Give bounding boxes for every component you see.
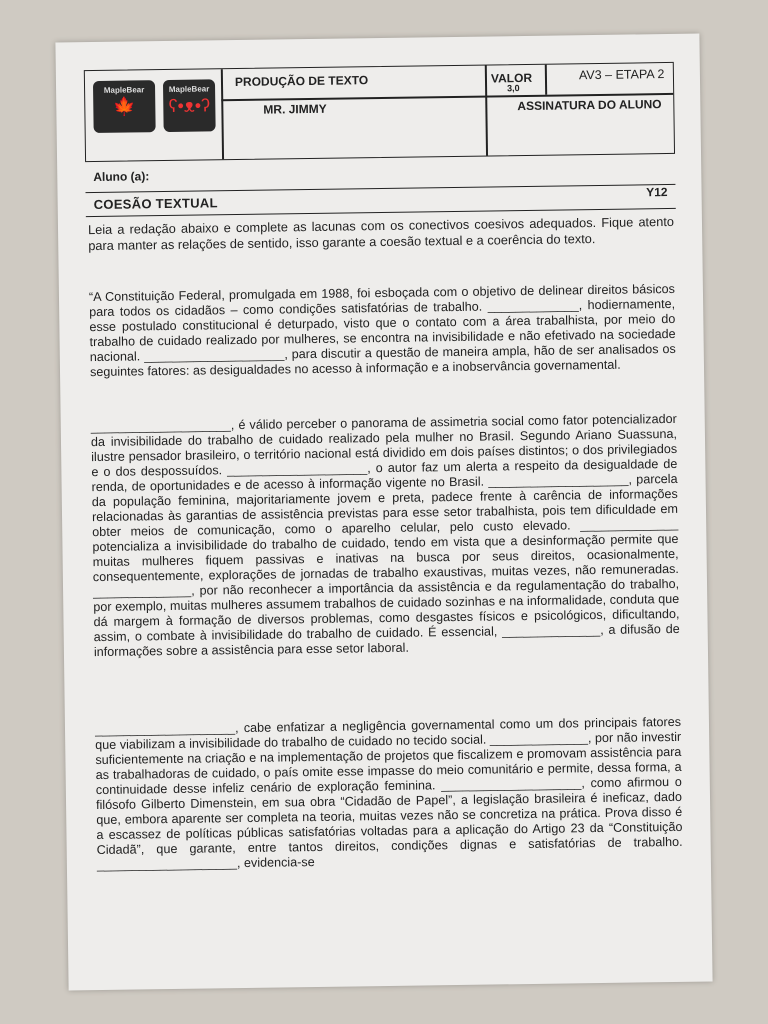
header-table	[84, 62, 675, 162]
value-number: 3,0	[507, 83, 520, 94]
subject-label: PRODUÇÃO DE TEXTO	[234, 73, 369, 90]
divider	[545, 65, 547, 95]
bear-icon: ʕ•ᴥ•ʔ	[168, 95, 211, 116]
student-name-label: Aluno (a):	[93, 169, 150, 185]
maplebear-logo	[93, 80, 156, 133]
value-label: VALOR	[490, 70, 533, 86]
grade-label: Y12	[646, 185, 668, 200]
essay-paragraph-2: ____________________, é válido perceber o panorama de assimetria social como fator potencializador da invisibilidade do trabalho de cuidado realizado pela mulher no Brasil. Segundo Ariano Suassuna, ilustre pensador brasileiro, o território nacional está dividido em dois países distintos; o dos privilegiados e o dos despossuídos. ____________________, o autor faz um alerta a respeito da desigualdade de renda, de oportunidades e de acesso à informação vigente no Brasil. ____________________, parcela da população feminina, majoritariamente jovem e preta, padece frente à carência de informações relacionadas às garantias de assistência previstas para esse setor trabalhista, pois tem dificuldade em obter meios de comunicação, como o aparelho celular, pelo custo elevado. ______________ potencializa a invisibilidade do trabalho de cuidado, tendo em vista que a desinformação permite que muitas mulheres fiquem passivas e inativas na busca por seus direitos, ocasionalmente, consequentemente, explorações de jornadas de trabalho exaustivas, muitas vezes, não remuneradas. ______________, por não reconhecer a importância da assistência e da regulamentação do trabalho, por exemplo, muitas mulheres assumem trabalhos de cuidado sozinhas e na informalidade, conduta que dá margem à formação de diversos problemas, como desgastes físicos e psicológicos, dificultando, assim, o combate à invisibilidade do trabalho de cuidado. É essencial, ______________, a difusão de informações sobre a assistência para esse setor laboral.	[90, 411, 680, 660]
teacher-name: MR. JIMMY	[263, 101, 327, 117]
worksheet-page	[55, 34, 712, 991]
instructions-text: Leia a redação abaixo e complete as lacunas com os conectivos coesivos adequados. Fique atento para manter as relações de sentido, isso garante a coesão textual e a coerência do texto.	[87, 213, 675, 254]
maplebear-logo-secondary	[163, 79, 216, 132]
worksheet-title: COESÃO TEXTUAL	[93, 195, 218, 213]
divider	[485, 66, 488, 156]
logo-text: MapleBear	[103, 85, 145, 95]
maple-leaf-icon: 🍁	[112, 96, 136, 117]
divider	[221, 69, 224, 159]
essay-paragraph-3: ____________________, cabe enfatizar a negligência governamental como um dos principais fatores que viabilizam a invisibilidade do trabalho de cuidado no tecido social. ______________, por não investir suficientemente na criação e na implementação de projetos que fiscalizem e promovam assistência para as trabalhadoras de cuidado, o país omite esse impasse do meio comunitário e permite, dessa forma, a continuidade desse infeliz cenário de exploração feminina. ____________________, como afirmou o filósofo Gilberto Dimenstein, em sua obra “Cidadão de Papel”, a legislação brasileira é ineficaz, dado que, embora aparente ser completa na teoria, muitas vezes não se concretiza na prática. Prova disso é a escassez de políticas públicas satisfatórias voltadas para a aplicação do Artigo 23 da “Constituição Cidadã”, que garante, entre tantos direitos, condições dignas e satisfatórias de trabalho. ____________________, evidencia-se	[94, 714, 683, 873]
essay-paragraph-1: “A Constituição Federal, promulgada em 1988, foi esboçada com o objetivo de delinear direitos básicos para todos os cidadãos – como condições satisfatórias de trabalho. _____________, hodiernamente, esse postulado constitucional é deturpado, visto que o contato com a área trabalhista, por meio do trabalho de cuidado realizado por mulheres, se encontra na invisibilidade e não efetivado na sociedade nacional. ____________________, para discutir a questão de maneira ampla, hão de ser analisados os seguintes fatores: as desigualdades no acesso à informação e a inobservância governamental.	[88, 281, 676, 380]
signature-label: ASSINATURA DO ALUNO	[517, 97, 662, 114]
exam-label: AV3 – ETAPA 2	[578, 67, 665, 83]
logo-text: MapleBear	[168, 84, 210, 94]
